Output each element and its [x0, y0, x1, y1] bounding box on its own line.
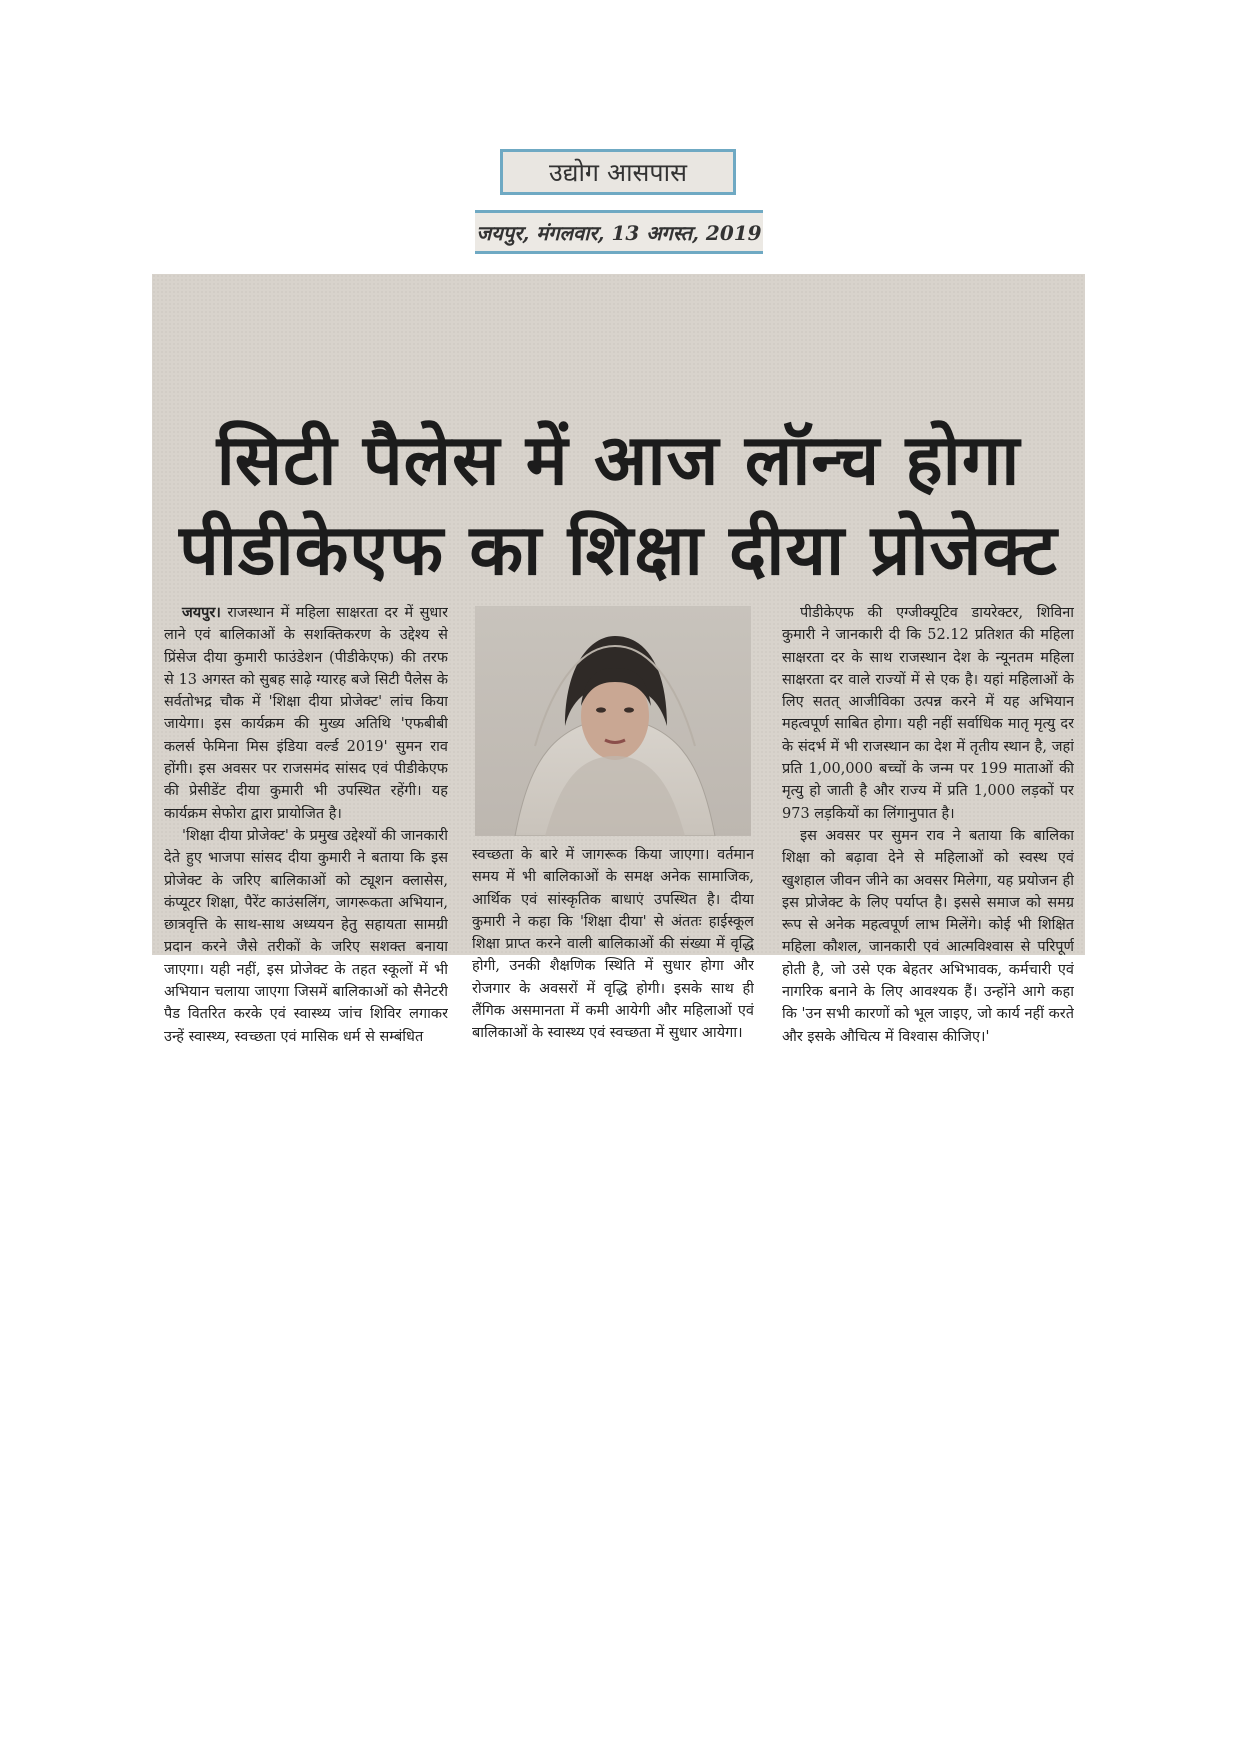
article-column-1 — [164, 602, 448, 1082]
headline-line-1: सिटी पैलेस में आज लॉन्च होगा — [216, 419, 1021, 501]
article-column-3 — [782, 602, 1074, 1082]
column-2-paragraph-1: स्वच्छता के बारे में जागरूक किया जाएगा। वर्तमान समय में भी बालिकाओं के समक्ष अनेक सामाजिक, आर्थिक एवं सांस्कृतिक बाधाएं उपस्थित है। दीया कुमारी ने कहा कि 'शिक्षा दीया' से अंततः हाईस्कूल शिक्षा प्राप्त करने वाली बालिकाओं की संख्या में वृद्धि होगी, उनकी शैक्षणिक स्थिति में सुधार होगा और रोजगार के अवसरों में वृद्धि होगी। इसके साथ ही लैंगिक असमानता में कमी आयेगी और महिलाओं एवं बालिकाओं के स्वास्थ्य एवं स्वच्छता में सुधार आयेगा। — [472, 847, 754, 1042]
column-1-paragraph-2: 'शिक्षा दीया प्रोजेक्ट' के प्रमुख उद्देश्यों की जानकारी देते हुए भाजपा सांसद दीया कुमारी ने बताया कि इस प्रोजेक्ट के जरिए बालिकाओं को ट्यूशन क्लासेस, कंप्यूटर शिक्षा, पैरेंट काउंसलिंग, जागरूकता अभियान, छात्रवृत्ति के साथ-साथ अध्ययन हेतु सहायता सामग्री प्रदान करने जैसे तरीकों के जरिए सशक्त बनाया जाएगा। यही नहीं, इस प्रोजेक्ट के तहत स्कूलों में भी अभियान चलाया जाएगा जिसमें बालिकाओं को सैनेटरी पैड वितरित करके एवं स्वास्थ्य जांच शिविर लगाकर उन्हें स्वास्थ्य, स्वच्छता एवं मासिक धर्म से सम्बंधित — [164, 827, 448, 1045]
column-3-paragraph-1: पीडीकेएफ की एग्जीक्यूटिव डायरेक्टर, शिविना कुमारी ने जानकारी दी कि 52.12 प्रतिशत की महिला साक्षरता दर के साथ राजस्थान देश के न्यूनतम महिला साक्षरता दर वाले राज्यों में से एक है। यहां महिलाओं के लिए सतत् आजीविका उत्पन्न करने में यह अभियान महत्वपूर्ण साबित होगा। यही नहीं सर्वाधिक मातृ मृत्यु दर के संदर्भ में भी राजस्थान का देश में तृतीय स्थान है, जहां प्रति 1,00,000 बच्चों के जन्म पर 199 माताओं की मृत्यु हो जाती है और राज्य में प्रति 1,000 लड़कों पर 973 लड़कियों का लिंगानुपात है। — [782, 605, 1074, 822]
column-1-paragraph-1 — [164, 602, 448, 825]
portrait-illustration — [475, 606, 751, 836]
dateline: जयपुर, मंगलवार, 13 अगस्त, 2019 — [475, 210, 763, 254]
column-1-text-1: राजस्थान में महिला साक्षरता दर में सुधार लाने एवं बालिकाओं के सशक्तिकरण के उद्देश्य से प्रिंसेज दीया कुमारी फाउंडेशन (पीडीकेएफ) की तरफ से 13 अगस्त को सुबह साढ़े ग्यारह बजे सिटी पैलेस के सर्वतोभद्र चौक में 'शिक्षा दीया प्रोजेक्ट' लांच किया जायेगा। इस कार्यक्रम की मुख्य अतिथि 'एफबीबी कलर्स फेमिना मिस इंडिया वर्ल्ड 2019' सुमन राव होंगी। इस अवसर पर राजसमंद सांसद एवं पीडीकेएफ की प्रेसीडेंट दीया कुमारी भी उपस्थित रहेंगी। यह कार्यक्रम सेफोरा द्वारा प्रायोजित है। — [164, 605, 448, 822]
dateline-lead: जयपुर। — [182, 604, 221, 621]
article — [152, 274, 1085, 1045]
portrait-photo — [475, 606, 751, 836]
section-tag: उद्योग आसपास — [500, 149, 736, 195]
article-column-2 — [472, 844, 754, 1082]
headline-line-2: पीडीकेएफ का शिक्षा दीया प्रोजेक्ट — [179, 509, 1058, 591]
column-3-paragraph-2: इस अवसर पर सुमन राव ने बताया कि बालिका शिक्षा को बढ़ावा देने से महिलाओं को स्वस्थ एवं खुशहाल जीवन जीने का अवसर मिलेगा, यह प्रयोजन ही इस प्रोजेक्ट के लिए पर्याप्त है। इससे समाज को समग्र रूप से अनेक महत्वपूर्ण लाभ मिलेंगे। कोई भी शिक्षित महिला कौशल, जानकारी एवं आत्मविश्वास से परिपूर्ण होती है, जो उसे एक बेहतर अभिभावक, कर्मचारी एवं नागरिक बनाने के लिए आवश्यक हैं। उन्होंने आगे कहा कि 'उन सभी कारणों को भूल जाइए, जो कार्य नहीं करते और इसके औचित्य में विश्वास कीजिए।' — [782, 827, 1074, 1045]
newspaper-clipping — [152, 147, 1085, 1045]
